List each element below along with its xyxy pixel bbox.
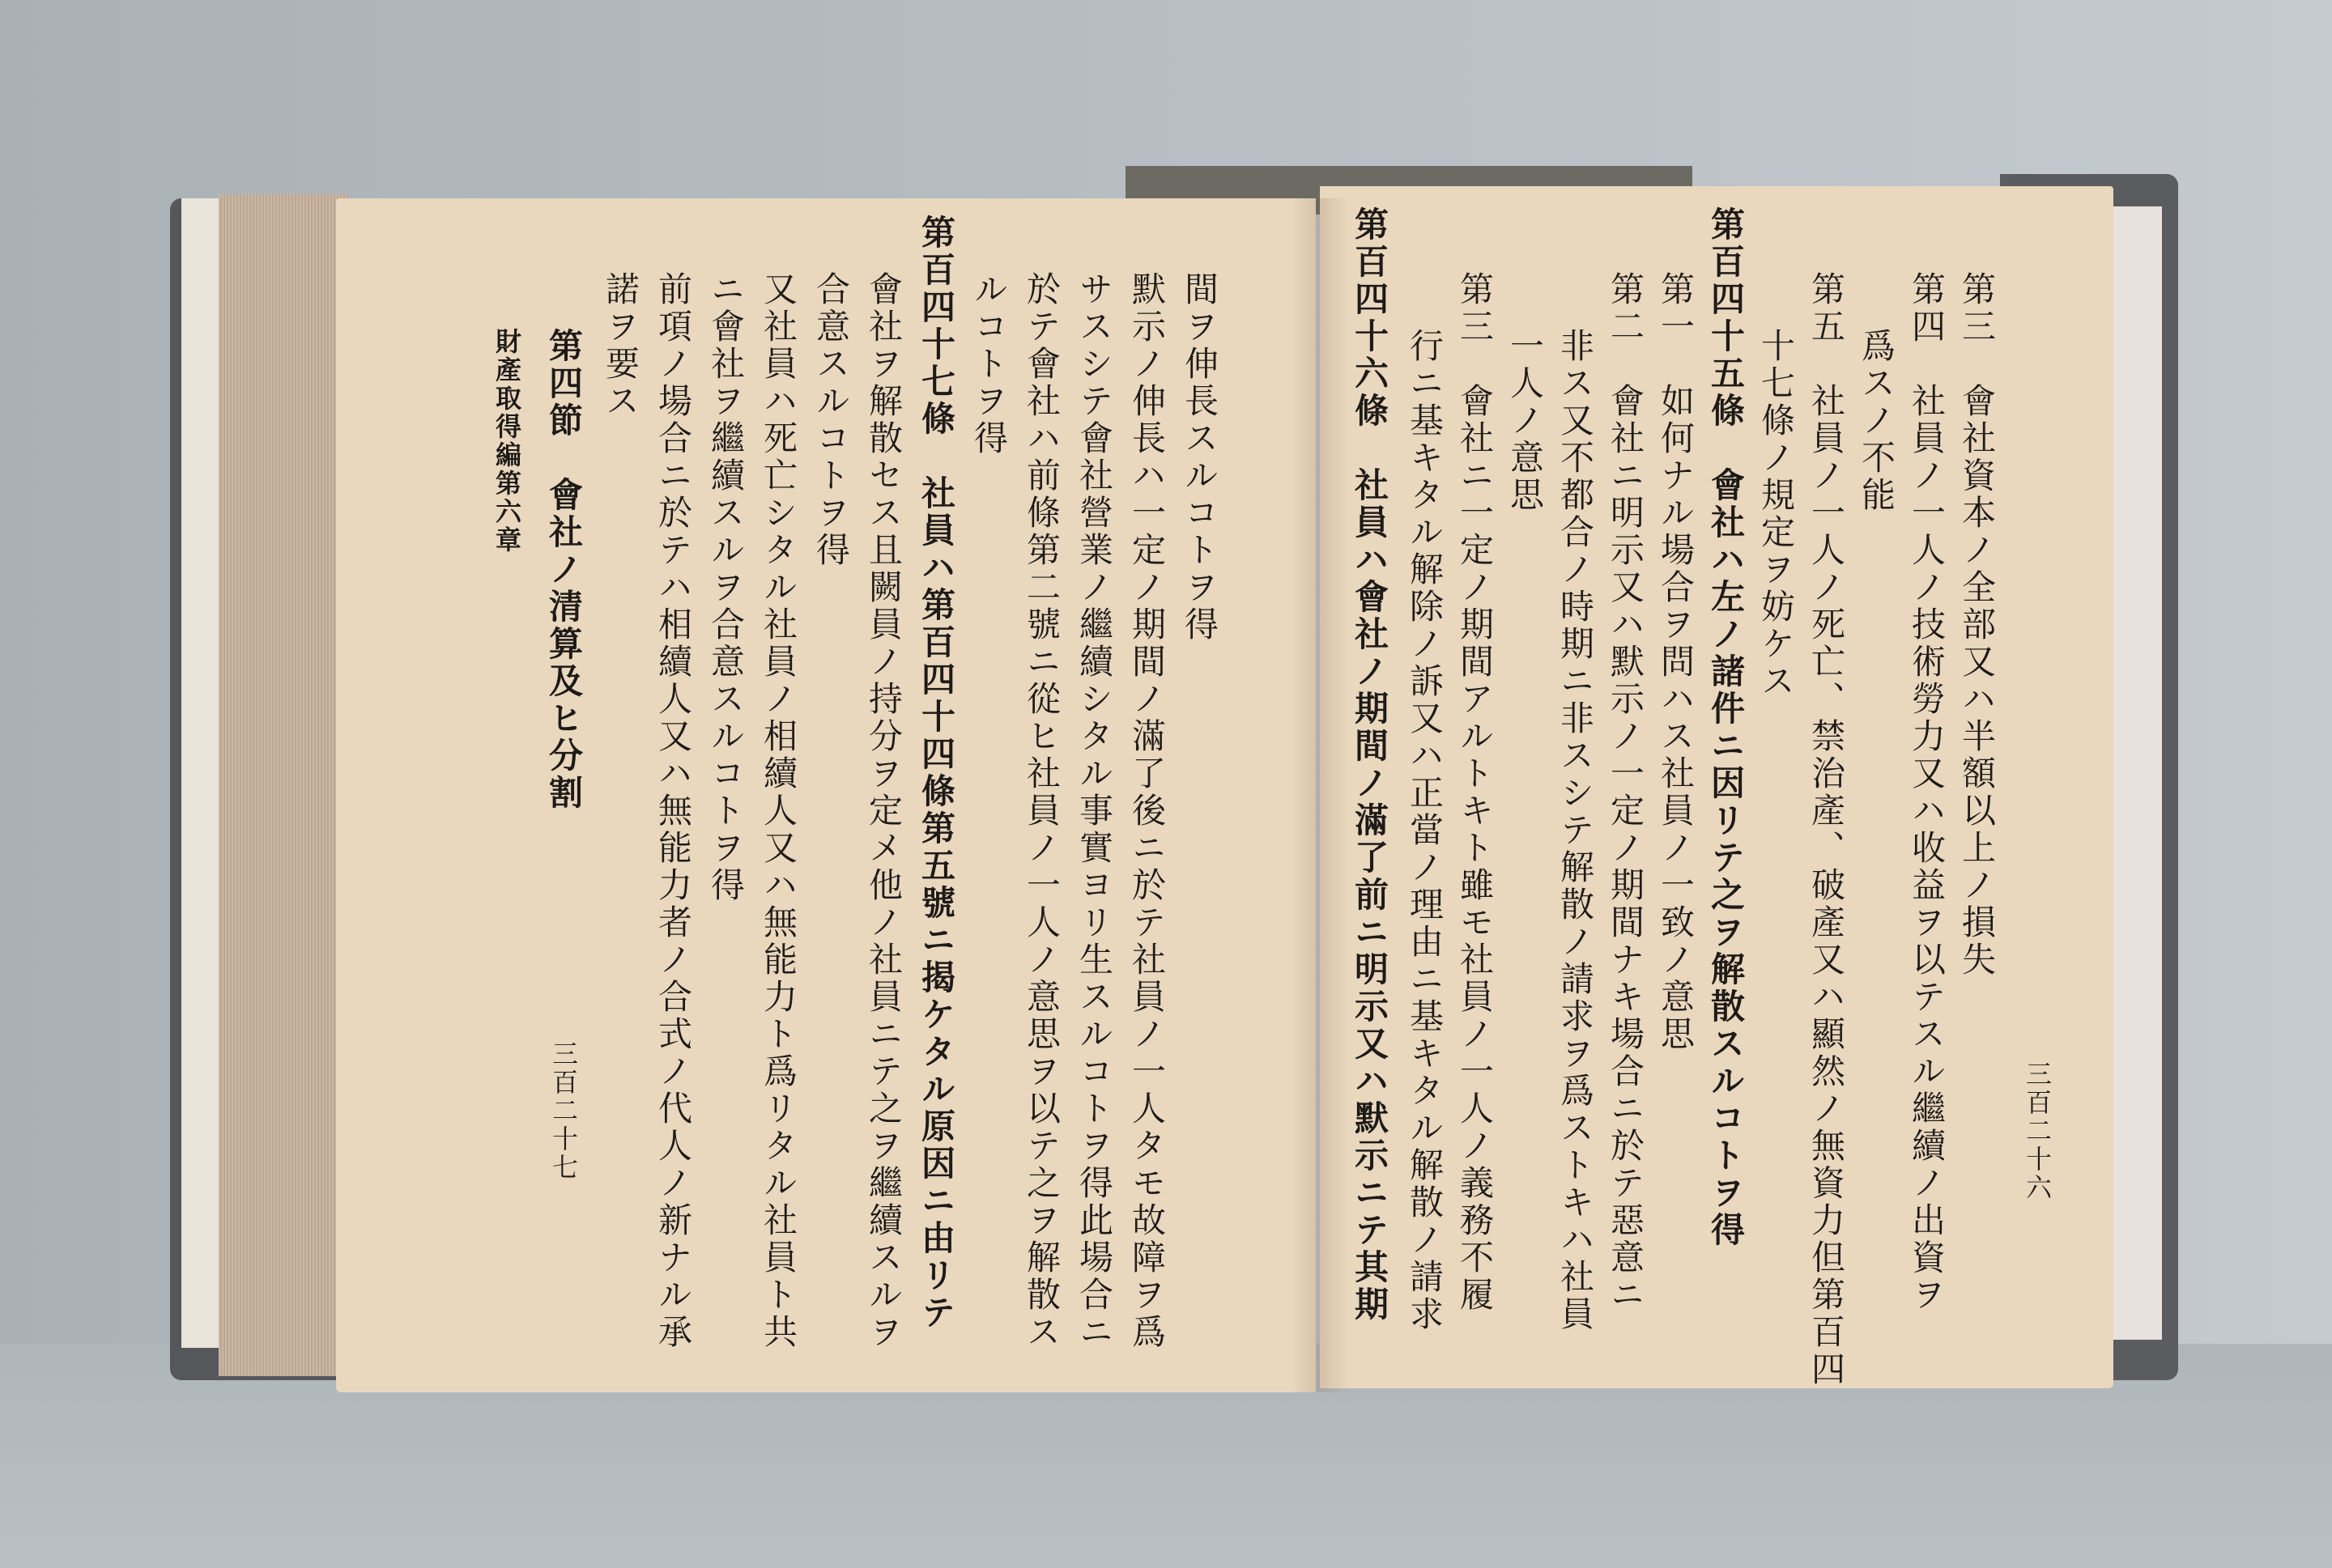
right-col-6: 第百四十五條 會社ハ左ノ諸件ニ因リテ之ヲ解散スルコトヲ得 bbox=[1706, 206, 1746, 1249]
left-col-2: 默示ノ伸長ハ一定ノ期間ノ滿了後ニ於テ社員ノ一人タモ故障ヲ爲 bbox=[1127, 271, 1167, 1351]
left-col-12: 諾ヲ要ス bbox=[601, 271, 640, 420]
right-col-2: 第四 社員ノ一人ノ技術勞力又ハ收益ヲ以テスル繼續ノ出資ヲ bbox=[1907, 271, 1947, 1314]
section-heading: 第四節 會社ノ清算及ヒ分割 bbox=[544, 328, 584, 812]
right-col-7: 第一 如何ナル場合ヲ問ハス社員ノ一致ノ意思 bbox=[1656, 271, 1696, 1053]
open-book bbox=[170, 166, 2178, 1388]
left-col-3: サスシテ會社營業ノ繼續シタル事實ヨリ生スルコトヲ得此場合ニ bbox=[1075, 271, 1114, 1351]
right-col-8: 第二 會社ニ明示又ハ默示ノ一定ノ期間ナキ場合ニ於テ惡意ニ bbox=[1606, 271, 1645, 1314]
left-page-edges bbox=[219, 194, 348, 1376]
left-page bbox=[336, 198, 1316, 1392]
left-col-5: ルコトヲ得 bbox=[969, 271, 1009, 457]
right-col-13: 第百四十六條 社員ハ會社ノ期間ノ滿了前ニ明示又ハ默示ニテ其期 bbox=[1350, 206, 1389, 1324]
right-col-10: 一人ノ意思 bbox=[1505, 328, 1545, 514]
right-col-4: 第五 社員ノ一人ノ死亡、禁治產、破產又ハ顯然ノ無資力但第百四 bbox=[1806, 271, 1846, 1388]
left-col-4: 於テ會社ハ前條第二號ニ從ヒ社員ノ一人ノ意思ヲ以テ之ヲ解散ス bbox=[1022, 271, 1062, 1351]
running-title: 財產取得編第六章 bbox=[492, 328, 522, 555]
left-col-8: 合意スルコトヲ得 bbox=[811, 271, 851, 569]
page-number-left: 三百二十七 bbox=[548, 1040, 579, 1182]
left-col-7: 會社ヲ解散セス且闕員ノ持分ヲ定メ他ノ社員ニテ之ヲ繼續スルヲ bbox=[864, 271, 904, 1351]
right-page bbox=[1320, 186, 2113, 1388]
gutter-shadow bbox=[1292, 198, 1348, 1392]
left-col-10: ニ會社ヲ繼續スルヲ合意スルコトヲ得 bbox=[706, 271, 746, 904]
left-col-1: 間ヲ伸長スルコトヲ得 bbox=[1180, 271, 1219, 644]
left-col-9: 又社員ハ死亡シタル社員ノ相續人又ハ無能力ト爲リタル社員ト共 bbox=[759, 271, 798, 1351]
right-col-3: 爲スノ不能 bbox=[1857, 328, 1896, 514]
right-col-5: 十七條ノ規定ヲ妨ケス bbox=[1756, 328, 1796, 700]
page-number-right: 三百二十六 bbox=[2022, 1060, 2053, 1202]
right-col-12: 行ニ基キタル解除ノ訴又ハ正當ノ理由ニ基キタル解散ノ請求 bbox=[1405, 328, 1445, 1333]
right-col-9: 非ス又不都合ノ時期ニ非スシテ解散ノ請求ヲ爲ストキハ社員 bbox=[1555, 328, 1595, 1333]
left-col-11: 前項ノ場合ニ於テハ相續人又ハ無能力者ノ合式ノ代人ノ新ナル承 bbox=[653, 271, 693, 1351]
right-col-11: 第三 會社ニ一定ノ期間アルトキト雖モ社員ノ一人ノ義務不履 bbox=[1455, 271, 1495, 1314]
right-col-1: 第三 會社資本ノ全部又ハ半額以上ノ損失 bbox=[1957, 271, 1997, 979]
left-col-6: 第百四十七條 社員ハ第百四十四條第五號ニ揭ケタル原因ニ由リテ bbox=[917, 215, 956, 1332]
